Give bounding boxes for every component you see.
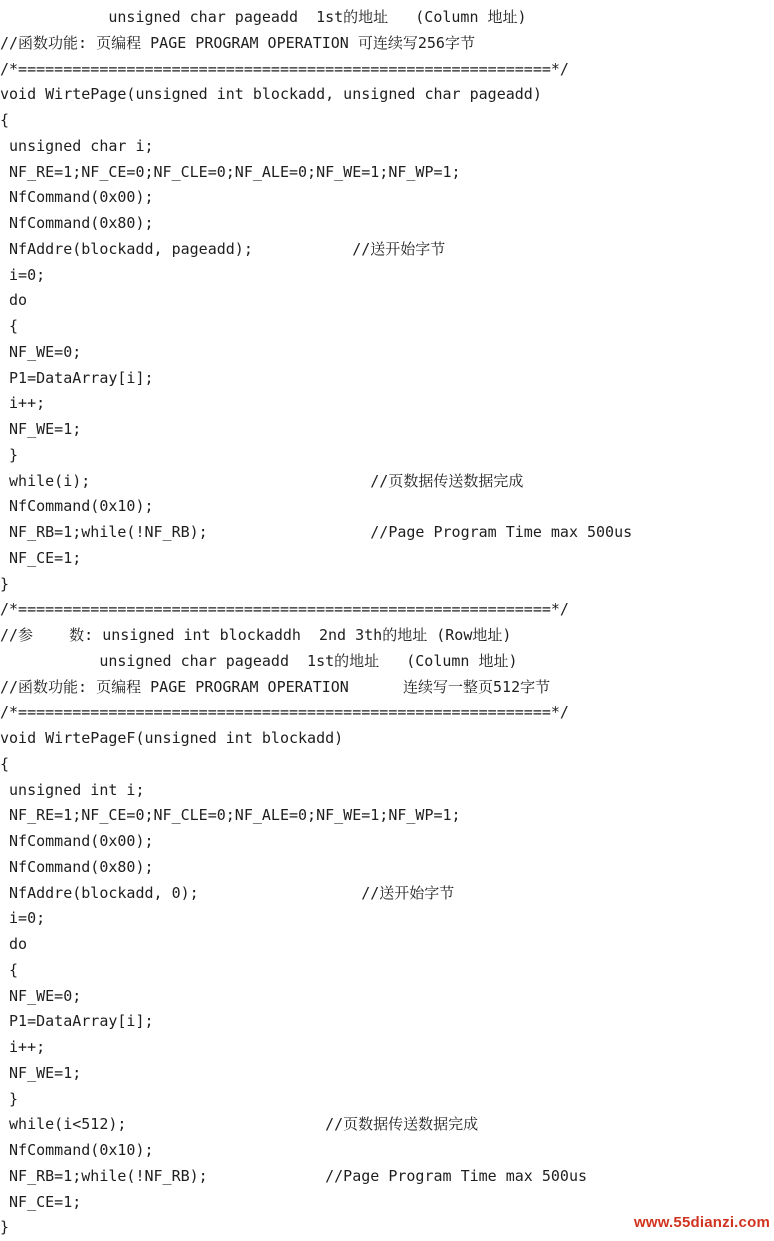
code-line: { <box>0 754 10 773</box>
code-line: NF_RB=1;while(!NF_RB); //Page Program Time max 500us <box>0 523 633 541</box>
code-line: NF_WE=1; <box>0 420 82 438</box>
code-line: do <box>0 291 28 310</box>
code-line: NfAddre(blockadd, pageadd); //送开始字节 <box>0 239 446 258</box>
code-line: } <box>0 574 10 593</box>
code-line: P1=DataArray[i]; <box>0 368 154 387</box>
code-line: while(i<512); //页数据传送数据完成 <box>0 1115 479 1134</box>
code-line: unsigned char pageadd 1st的地址 (Column 地址) <box>0 651 518 670</box>
code-line: /*===========================================================*/ <box>0 600 569 619</box>
code-line: P1=DataArray[i]; <box>0 1012 154 1031</box>
code-line: } <box>0 1089 19 1108</box>
code-line: { <box>0 111 10 129</box>
code-line: NfCommand(0x00); <box>0 188 154 207</box>
code-line: NfCommand(0x00); <box>0 832 154 850</box>
code-line: NF_RE=1;NF_CE=0;NF_CLE=0;NF_ALE=0;NF_WE=1;NF_WP=1; <box>0 162 461 181</box>
code-line: while(i); //页数据传送数据完成 <box>0 471 524 490</box>
code-line: NfCommand(0x10); <box>0 497 154 516</box>
code-line: NF_CE=1; <box>0 1192 82 1211</box>
code-line: //参 数: unsigned int blockaddh 2nd 3th的地址 (Row地址) <box>0 626 512 644</box>
code-line: NF_RB=1;while(!NF_RB); //Page Program Time max 500us <box>0 1166 587 1185</box>
code-line: NfCommand(0x10); <box>0 1141 154 1159</box>
code-line: i++; <box>0 394 46 413</box>
code-line: } <box>0 445 19 464</box>
code-line: void WirtePage(unsigned int blockadd, unsigned char pageadd) <box>0 85 542 104</box>
code-line: NF_CE=1; <box>0 548 82 567</box>
code-line: NF_WE=0; <box>0 986 82 1005</box>
code-line: { <box>0 960 19 979</box>
code-line: unsigned int i; <box>0 780 145 799</box>
code-line: i=0; <box>0 909 46 928</box>
code-line: //函数功能: 页编程 PAGE PROGRAM OPERATION 可连续写256字节 <box>0 33 475 52</box>
code-line: NF_RE=1;NF_CE=0;NF_CLE=0;NF_ALE=0;NF_WE=1;NF_WP=1; <box>0 806 461 825</box>
code-line: NfCommand(0x80); <box>0 214 154 232</box>
code-line: void WirtePageF(unsigned int blockadd) <box>0 729 344 747</box>
code-line: NF_WE=1; <box>0 1063 82 1082</box>
code-line: i++; <box>0 1038 46 1056</box>
code-line: NF_WE=0; <box>0 342 82 361</box>
code-line: do <box>0 935 28 953</box>
code-line: NfCommand(0x80); <box>0 857 154 876</box>
code-line: i=0; <box>0 265 46 284</box>
code-line: /*===========================================================*/ <box>0 59 569 78</box>
code-line: { <box>0 317 19 335</box>
watermark: www.55dianzi.com <box>633 1214 770 1231</box>
code-line: unsigned char i; <box>0 136 154 155</box>
code-line: unsigned char pageadd 1st的地址 (Column 地址) <box>0 8 527 26</box>
code-listing <box>0 5 774 1241</box>
code-line: /*===========================================================*/ <box>0 703 569 722</box>
code-line: } <box>0 1218 10 1237</box>
code-line: NfAddre(blockadd, 0); //送开始字节 <box>0 883 455 902</box>
code-line: //函数功能: 页编程 PAGE PROGRAM OPERATION 连续写一整页512字节 <box>0 677 551 696</box>
